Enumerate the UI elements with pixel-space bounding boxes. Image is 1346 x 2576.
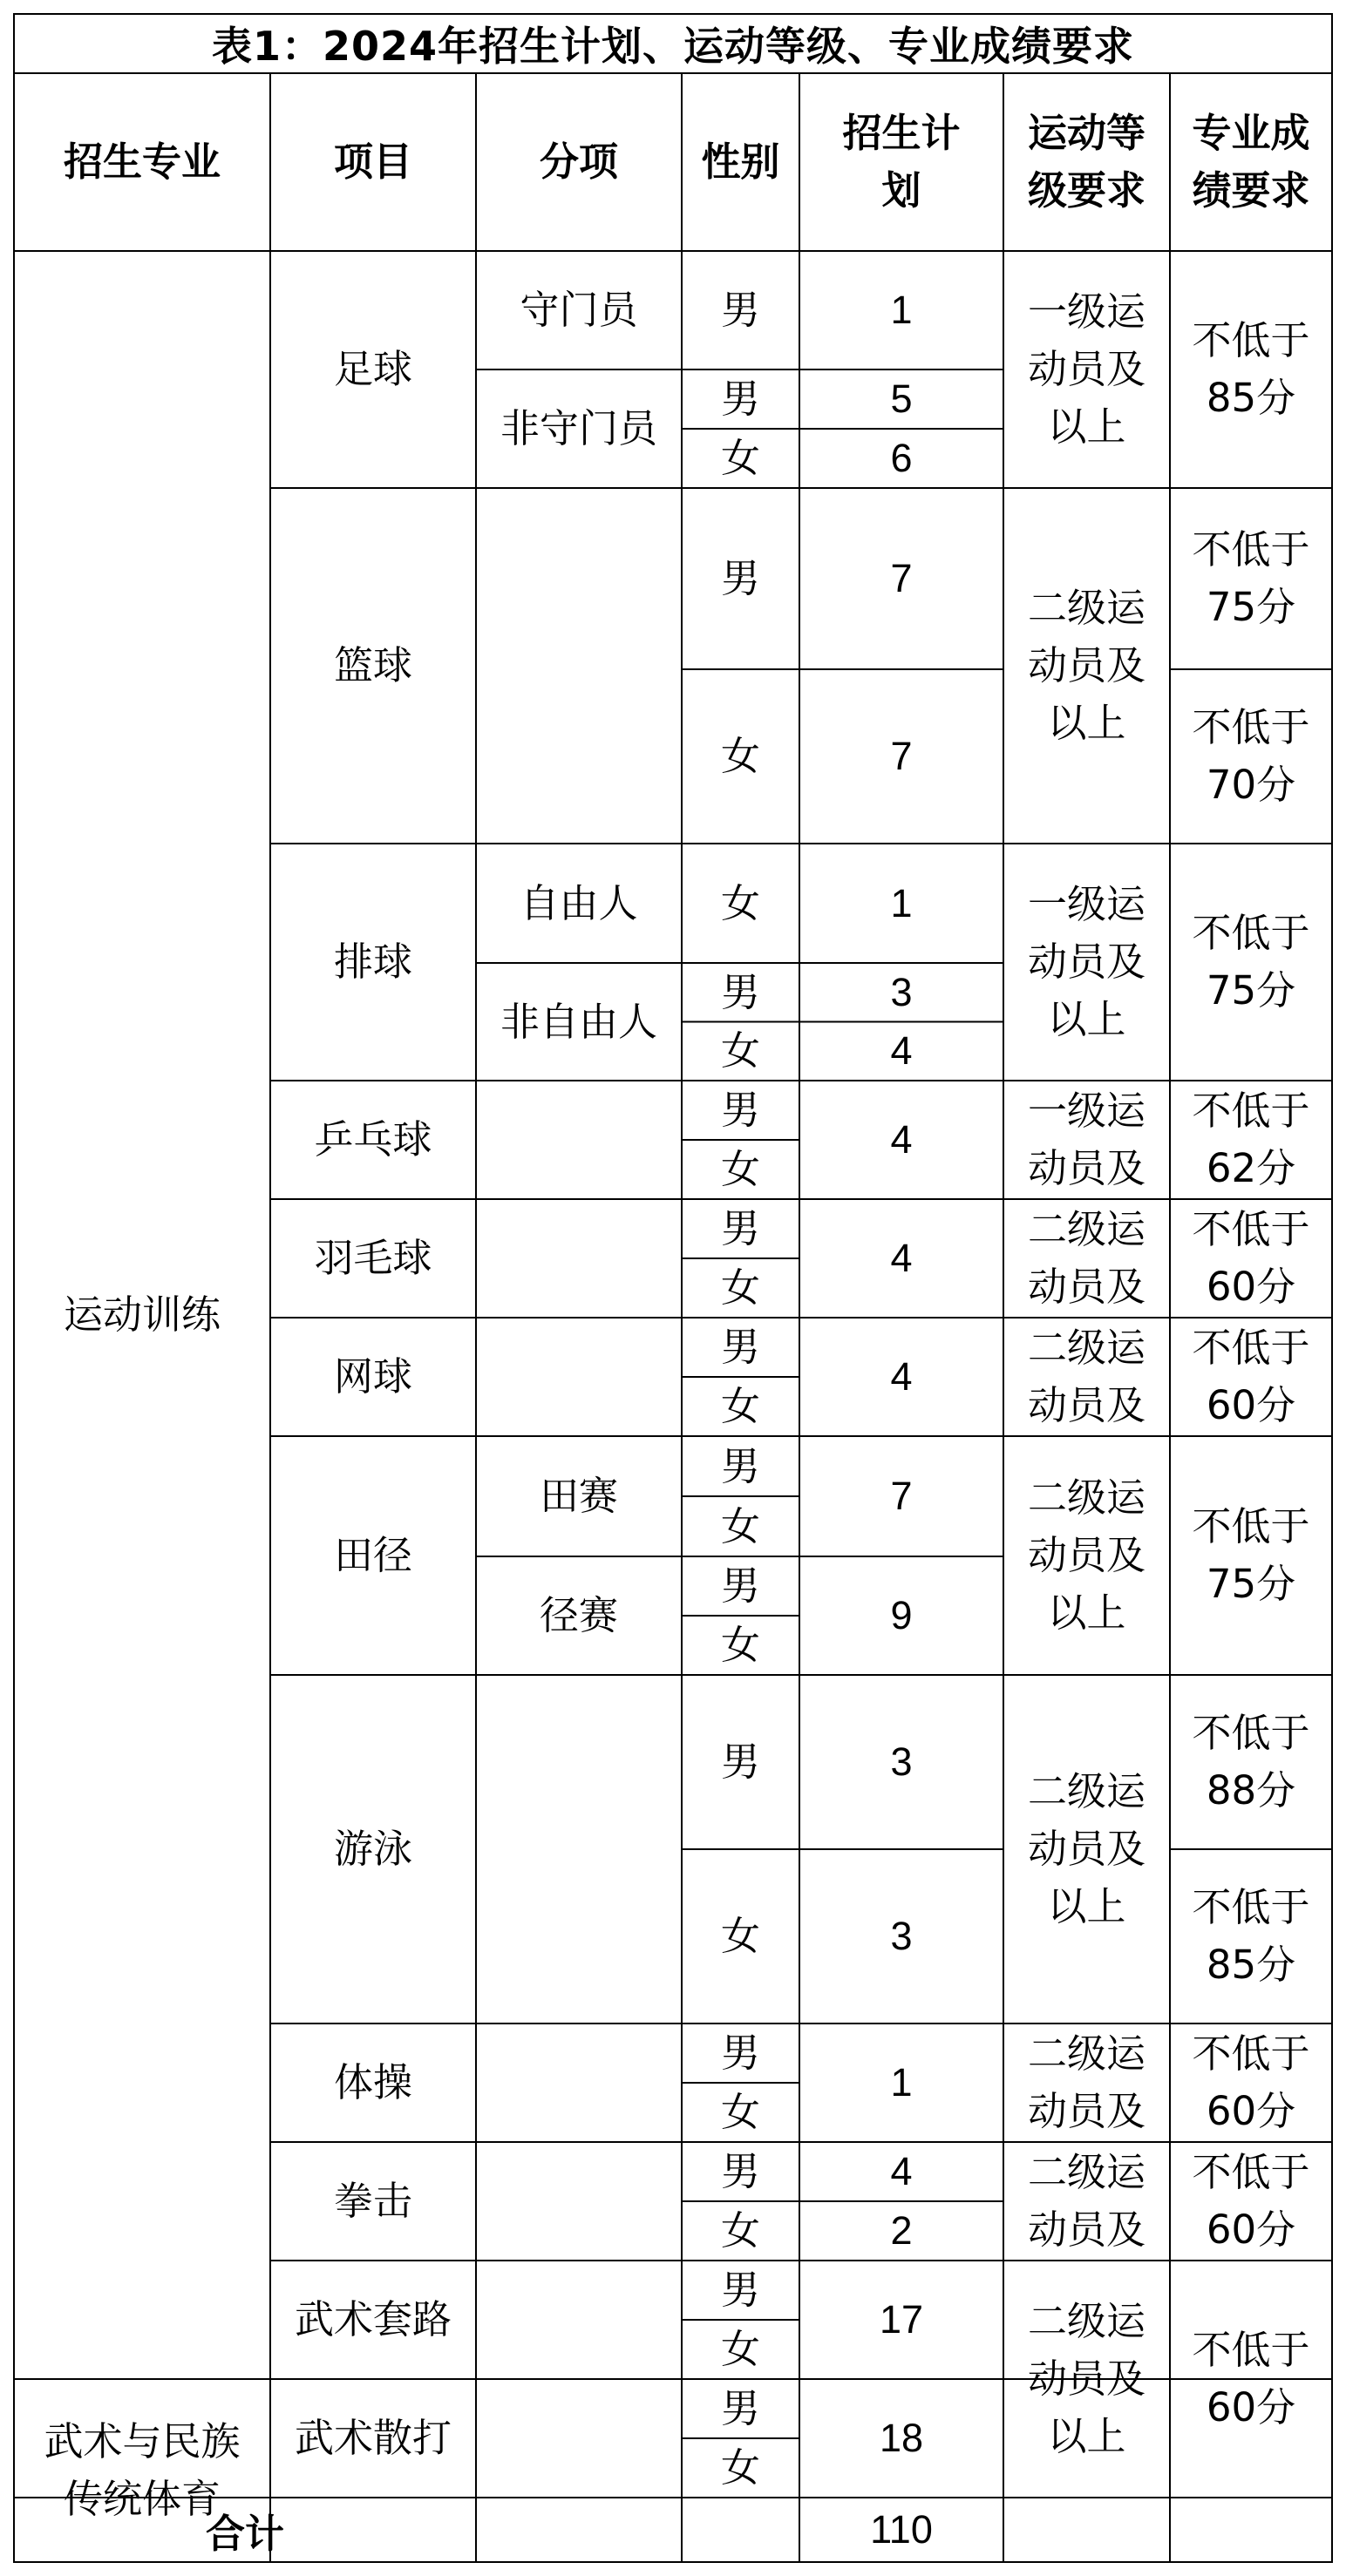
level-gymnastics: 二级运 动员及	[1027, 2030, 1145, 2134]
gender-cell-female: 女	[720, 2444, 760, 2491]
project-volleyball: 排球	[333, 939, 412, 985]
major-sports-training: 运动训练	[63, 1291, 221, 1338]
plan-athletics-track: 9	[890, 1593, 913, 1637]
plan-athletics-field: 7	[890, 1474, 913, 1518]
plan-football-ngk-m: 5	[890, 376, 913, 421]
plan-volleyball-nl-f: 4	[890, 1028, 913, 1074]
project-gymnastics: 体操	[333, 2059, 412, 2105]
project-basketball: 篮球	[333, 642, 412, 688]
plan-wushu-sanda: 18	[879, 2416, 924, 2460]
plan-boxing-m: 4	[890, 2149, 913, 2193]
gender-cell-male: 男	[720, 2148, 760, 2194]
project-pingpong: 乒乓球	[314, 1116, 432, 1163]
gender-cell-female: 女	[720, 1383, 760, 1429]
subitem-goalkeeper: 守门员	[520, 287, 638, 333]
plan-tennis: 4	[890, 1354, 913, 1399]
plan-gymnastics: 1	[890, 2060, 913, 2105]
project-boxing: 拳击	[333, 2178, 412, 2224]
gender-cell-female: 女	[720, 1264, 760, 1311]
plan-basketball-f: 7	[890, 734, 913, 778]
subitem-field-events: 田赛	[539, 1473, 618, 1519]
project-wushu-sanda: 武术散打	[294, 2415, 452, 2461]
score-badminton: 不低于 60分	[1192, 1206, 1310, 1310]
level-wushu: 二级运 动员及 以上	[1027, 2298, 1145, 2459]
score-gymnastics: 不低于 60分	[1192, 2030, 1310, 2134]
gender-cell-male: 男	[720, 1563, 760, 1609]
gender-cell-male: 男	[720, 1442, 760, 1489]
plan-football-gk-m: 1	[890, 288, 913, 332]
gender-basketball-m: 男	[720, 555, 760, 601]
level-basketball: 二级运 动员及 以上	[1027, 585, 1145, 746]
gender-football-ngk-f: 女	[720, 435, 760, 481]
subitem-track-events: 径赛	[539, 1592, 618, 1638]
level-pingpong: 一级运 动员及	[1027, 1088, 1145, 1191]
gender-football-ngk-m: 男	[720, 376, 760, 422]
header-subitem: 分项	[539, 139, 618, 185]
gender-cell-male: 男	[720, 1205, 760, 1251]
plan-wushu-taolu: 17	[879, 2297, 924, 2342]
header-score-requirement: 专业成 绩要求	[1192, 110, 1310, 214]
plan-badminton: 4	[890, 1236, 913, 1280]
plan-total: 110	[870, 2507, 933, 2552]
subitem-non-goalkeeper: 非守门员	[500, 405, 657, 451]
plan-volleyball-nl-m: 3	[890, 969, 913, 1014]
header-major: 招生专业	[63, 139, 221, 185]
table-title: 表1：2024年招生计划、运动等级、专业成绩要求	[211, 23, 1135, 70]
score-volleyball: 不低于 75分	[1192, 910, 1310, 1013]
score-tennis: 不低于 60分	[1192, 1325, 1310, 1428]
header-project: 项目	[333, 139, 412, 185]
gender-cell-female: 女	[720, 2207, 760, 2254]
gender-volleyball-nl-f: 女	[720, 1027, 760, 1074]
gender-football-gk: 男	[720, 287, 760, 333]
score-boxing: 不低于 60分	[1192, 2149, 1310, 2253]
gender-cell-female: 女	[720, 1622, 760, 1668]
score-basketball-f: 不低于 70分	[1192, 704, 1310, 808]
project-tennis: 网球	[333, 1353, 412, 1400]
plan-boxing-f: 2	[890, 2208, 913, 2253]
project-swimming: 游泳	[333, 1826, 412, 1872]
score-wushu: 不低于 60分	[1192, 2327, 1310, 2430]
project-wushu-taolu: 武术套路	[294, 2296, 452, 2342]
score-pingpong: 不低于 62分	[1192, 1088, 1310, 1191]
score-basketball-m: 不低于 75分	[1192, 526, 1310, 630]
gender-cell-female: 女	[720, 2089, 760, 2135]
project-badminton: 羽毛球	[314, 1235, 432, 1281]
plan-swimming-f: 3	[890, 1914, 913, 1958]
level-badminton: 二级运 动员及	[1027, 1206, 1145, 1310]
total-label: 合计	[205, 2510, 284, 2557]
subitem-libero: 自由人	[520, 879, 638, 926]
header-plan: 招生计 划	[842, 110, 961, 214]
level-swimming: 二级运 动员及 以上	[1027, 1768, 1145, 1929]
plan-swimming-m: 3	[890, 1739, 913, 1784]
gender-swimming-m: 男	[720, 1739, 760, 1785]
header-gender: 性别	[701, 139, 780, 185]
score-football: 不低于 85分	[1192, 317, 1310, 421]
level-volleyball: 一级运 动员及 以上	[1027, 881, 1145, 1042]
level-boxing: 二级运 动员及	[1027, 2149, 1145, 2253]
gender-cell-male: 男	[720, 2267, 760, 2313]
subitem-non-libero: 非自由人	[500, 998, 657, 1045]
project-football: 足球	[333, 346, 412, 392]
major-wushu-traditional-sports: 武术与民族 传统体育	[44, 2418, 241, 2522]
gender-volleyball-nl-m: 男	[720, 968, 760, 1015]
plan-volleyball-libero-f: 1	[890, 880, 913, 925]
project-athletics: 田径	[333, 1532, 412, 1578]
gender-cell-female: 女	[720, 1502, 760, 1549]
score-athletics: 不低于 75分	[1192, 1503, 1310, 1607]
plan-pingpong: 4	[890, 1117, 913, 1162]
score-swimming-f: 不低于 85分	[1192, 1884, 1310, 1988]
level-athletics: 二级运 动员及 以上	[1027, 1474, 1145, 1636]
gender-cell-male: 男	[720, 2385, 760, 2431]
gender-cell-male: 男	[720, 1324, 760, 1370]
plan-basketball-m: 7	[890, 556, 913, 600]
level-football: 一级运 动员及 以上	[1027, 288, 1145, 450]
gender-cell-female: 女	[720, 1146, 760, 1192]
gender-cell-female: 女	[720, 2326, 760, 2372]
plan-football-ngk-f: 6	[890, 436, 913, 480]
gender-swimming-f: 女	[720, 1913, 760, 1959]
level-tennis: 二级运 动员及	[1027, 1325, 1145, 1428]
gender-volleyball-libero: 女	[720, 879, 760, 926]
header-sport-level: 运动等 级要求	[1027, 110, 1145, 214]
gender-basketball-f: 女	[720, 733, 760, 779]
score-swimming-m: 不低于 88分	[1192, 1710, 1310, 1813]
gender-cell-male: 男	[720, 2030, 760, 2076]
gender-cell-male: 男	[720, 1087, 760, 1133]
